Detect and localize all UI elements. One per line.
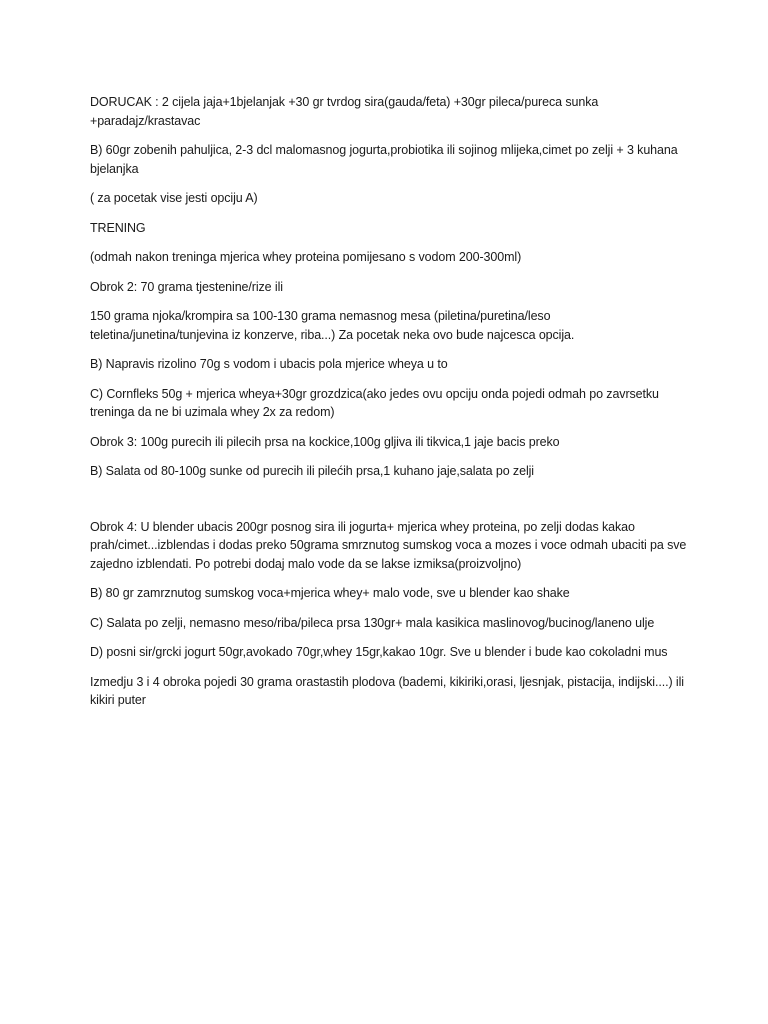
paragraph-trening-note: (odmah nakon treninga mjerica whey proteina pomijesano s vodom 200-300ml) xyxy=(90,250,522,264)
paragraph-obrok-2: Obrok 2: 70 grama tjestenine/rize ili xyxy=(90,279,283,294)
paragraph-obrok-3: Obrok 3: 100g purecih ili pilecih prsa na kockice,100g gljiva ili tikvica,1 jaje bacis preko xyxy=(90,434,560,449)
paragraph-obrok-2-option-c: C) Cornfleks 50g + mjerica wheya+30gr grozdzica(ako jedes ovu opciju onda pojedi odmah po zavrsetku treninga da ne bi uzimala whey 2x za redom) xyxy=(90,386,659,419)
paragraph-obrok-4: Obrok 4: U blender ubacis 200gr posnog sira ili jogurta+ mjerica whey proteina, po zelji dodas kakao prah/cimet...izblendas i dodas preko 50grama smrznutog sumskog voca a mozes i voce odmah ubaciti pa sve zajedno izblendati. Po potrebi dodaj malo vode da se lakse izmiksa(proizvoljno) xyxy=(90,519,687,571)
paragraph-snack-note: Izmedju 3 i 4 obroka pojedi 30 grama orastastih plodova (bademi, kikiriki,orasi, ljesnjak, pistacija, indijski....) ili kikiri puter xyxy=(90,674,684,707)
paragraph-obrok-2-detail: 150 grama njoka/krompira sa 100-130 grama nemasnog mesa (piletina/puretina/leso teletina/junetina/tunjevina iz konzerve, riba...) Za pocetak neka ovo bude najcesca opcija. xyxy=(90,309,575,342)
blank-line xyxy=(90,492,690,518)
heading-trening: TRENING xyxy=(90,220,146,235)
document-body xyxy=(90,93,690,721)
paragraph-obrok-3-option-b: B) Salata od 80-100g sunke od purecih ili pilećih prsa,1 kuhano jaje,salata po zelji xyxy=(90,464,534,478)
paragraph-dorucak-option-b: B) 60gr zobenih pahuljica, 2-3 dcl malomasnog jogurta,probiotika ili sojinog mlijeka,cimet po zelji + 3 kuhana bjelanjka xyxy=(90,143,678,176)
paragraph-dorucak: DORUCAK : 2 cijela jaja+1bjelanjak +30 gr tvrdog sira(gauda/feta) +30gr pileca/pureca sunka +paradajz/krastavac xyxy=(90,95,599,128)
paragraph-obrok-4-option-c: C) Salata po zelji, nemasno meso/riba/pileca prsa 130gr+ mala kasikica maslinovog/bucinog/laneno ulje xyxy=(90,615,655,630)
paragraph-obrok-4-option-d: D) posni sir/grcki jogurt 50gr,avokado 70gr,whey 15gr,kakao 10gr. Sve u blender i bude kao cokoladni mus xyxy=(90,645,668,659)
paragraph-obrok-4-option-b: B) 80 gr zamrznutog sumskog voca+mjerica whey+ malo vode, sve u blender kao shake xyxy=(90,586,570,600)
paragraph-dorucak-note: ( za pocetak vise jesti opciju A) xyxy=(90,191,258,205)
paragraph-obrok-2-option-b: B) Napravis rizolino 70g s vodom i ubacis pola mjerice wheya u to xyxy=(90,357,448,371)
